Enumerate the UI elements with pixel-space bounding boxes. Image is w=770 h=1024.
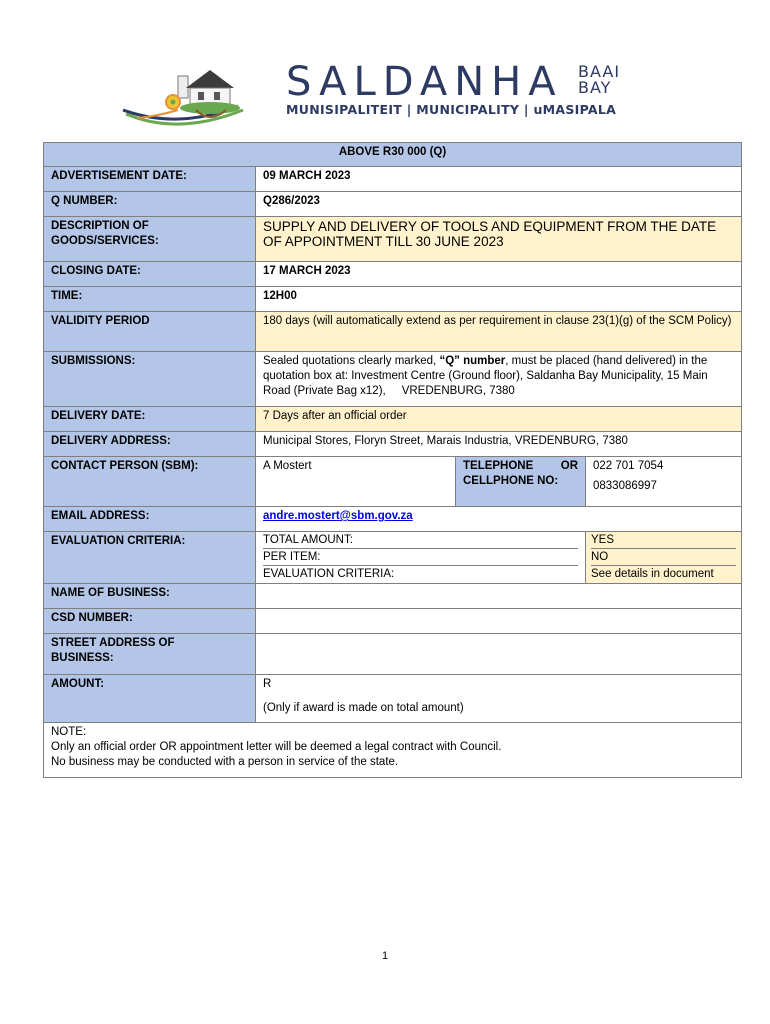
evaluation-criterion: EVALUATION CRITERIA: [263,568,395,580]
note-line: No business may be conducted with a person in service of the state. [51,756,399,768]
logo-wordmark: SALDANHA [286,59,563,105]
note-line: Only an official order OR appointment letter will be deemed a legal contract with Council. [51,741,502,753]
delivery-date-label: DELIVERY DATE: [44,407,256,432]
business-name-label: NAME OF BUSINESS: [44,584,256,609]
closing-date-value: 17 MARCH 2023 [256,262,742,287]
delivery-address-label: DELIVERY ADDRESS: [44,432,256,457]
csd-number-field[interactable] [256,609,742,634]
page-number: 1 [381,950,389,962]
cellphone-number: 0833086997 [593,480,657,492]
advertisement-date-label: ADVERTISEMENT DATE: [44,167,256,192]
note-block [44,723,742,778]
email-label: EMAIL ADDRESS: [44,507,256,532]
closing-date-label: CLOSING DATE: [44,262,256,287]
form-header: ABOVE R30 000 (Q) [44,143,742,167]
contact-person-label: CONTACT PERSON (SBM): [44,457,256,507]
advertisement-date-value: 09 MARCH 2023 [256,167,742,192]
telephone-number: 022 701 7054 [593,460,664,472]
description-value: SUPPLY AND DELIVERY OF TOOLS AND EQUIPMENT FROM THE DATE OF APPOINTMENT TILL 30 JUNE 2023 [256,217,742,262]
evaluation-answer: NO [591,549,736,566]
street-address-label: STREET ADDRESS OF BUSINESS: [44,634,256,675]
validity-value: 180 days (will automatically extend as per requirement in clause 23(1)(g) of the SCM Policy) [256,312,742,352]
logo-bay-text: BAAI BAY [578,62,621,97]
evaluation-label: EVALUATION CRITERIA: [44,532,256,584]
quotation-form-table [43,142,742,778]
amount-label: AMOUNT: [44,675,256,723]
q-number-value: Q286/2023 [256,192,742,217]
evaluation-answer: See details in document [591,568,714,580]
evaluation-criteria-list [256,532,586,584]
evaluation-criterion: PER ITEM: [263,549,578,566]
delivery-date-value: 7 Days after an official order [256,407,742,432]
contact-person-name: A Mostert [256,457,456,507]
evaluation-answer: YES [591,532,736,549]
business-name-field[interactable] [256,584,742,609]
email-link[interactable]: andre.mostert@sbm.gov.za [263,510,413,522]
logo-emblem-icon [118,58,288,138]
submissions-value: Sealed quotations clearly marked, “Q” number, must be placed (hand delivered) in the quotation box at: Investment Centre (Ground floor), Saldanha Bay Municipality, 15 Main Road (Private Bag x12), VREDENBURG, 7380 [256,352,742,407]
description-label: DESCRIPTION OF GOODS/SERVICES: [44,217,256,262]
note-title: NOTE: [51,726,87,738]
amount-field[interactable] [256,675,742,723]
time-value: 12H00 [256,287,742,312]
email-cell [256,507,742,532]
time-label: TIME: [44,287,256,312]
q-number-label: Q NUMBER: [44,192,256,217]
telephone-values [586,457,742,507]
telephone-label: TELEPHONE OR CELLPHONE NO: [456,457,586,507]
evaluation-criterion: TOTAL AMOUNT: [263,532,578,549]
municipality-logo [118,58,638,138]
evaluation-answers-list [586,532,742,584]
csd-number-label: CSD NUMBER: [44,609,256,634]
submissions-label: SUBMISSIONS: [44,352,256,407]
validity-label: VALIDITY PERIOD [44,312,256,352]
amount-note: (Only if award is made on total amount) [263,702,464,714]
street-address-field[interactable] [256,634,742,675]
amount-currency: R [263,678,272,690]
logo-subtitle: MUNISIPALITEIT | MUNICIPALITY | uMASIPALA [286,102,617,117]
delivery-address-value: Municipal Stores, Floryn Street, Marais Industria, VREDENBURG, 7380 [256,432,742,457]
